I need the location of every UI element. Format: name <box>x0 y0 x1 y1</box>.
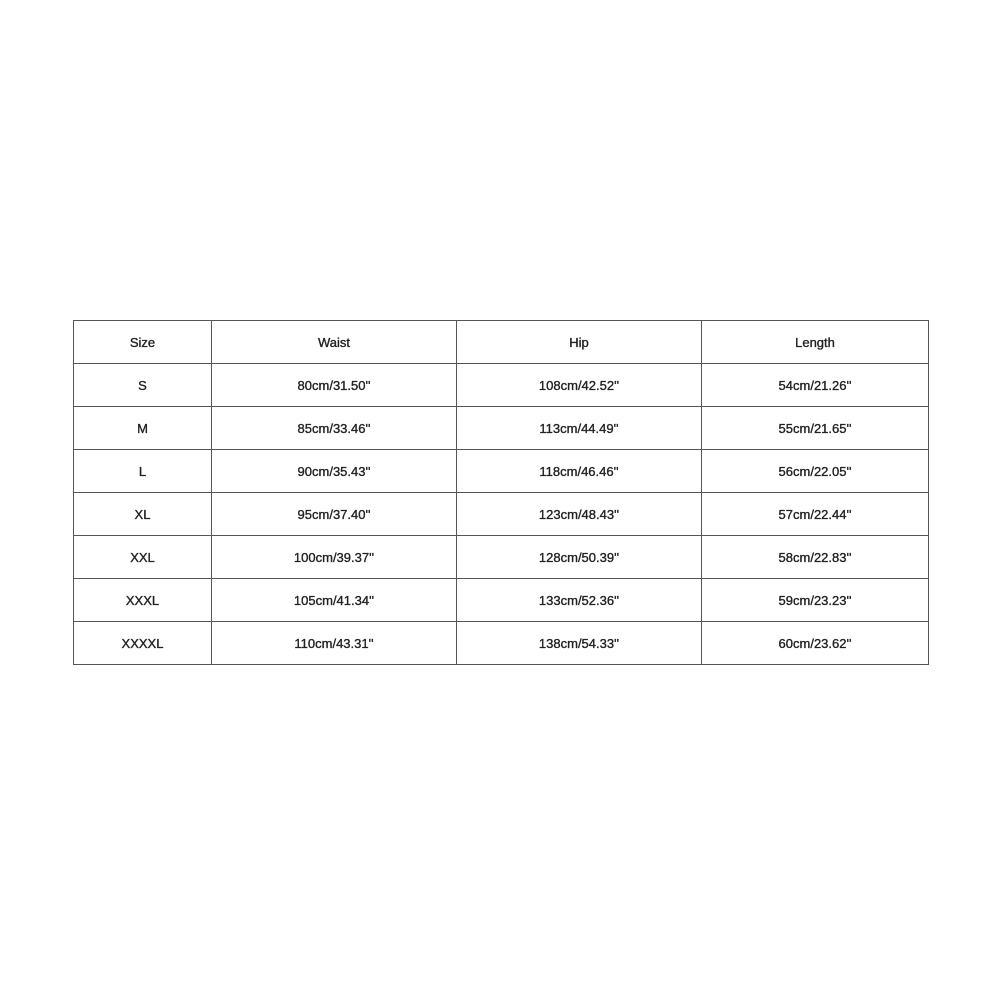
cell-waist: 110cm/43.31'' <box>212 622 457 665</box>
cell-length: 55cm/21.65'' <box>702 407 929 450</box>
table-body <box>74 364 929 665</box>
cell-hip: 133cm/52.36'' <box>457 579 702 622</box>
cell-size: XL <box>74 493 212 536</box>
header-size: Size <box>74 321 212 364</box>
cell-size: XXXXL <box>74 622 212 665</box>
cell-waist: 95cm/37.40'' <box>212 493 457 536</box>
table-row <box>74 364 929 407</box>
cell-hip: 113cm/44.49'' <box>457 407 702 450</box>
table-row <box>74 493 929 536</box>
cell-waist: 80cm/31.50'' <box>212 364 457 407</box>
cell-hip: 128cm/50.39'' <box>457 536 702 579</box>
cell-length: 57cm/22.44'' <box>702 493 929 536</box>
cell-length: 58cm/22.83'' <box>702 536 929 579</box>
cell-length: 59cm/23.23'' <box>702 579 929 622</box>
cell-hip: 108cm/42.52'' <box>457 364 702 407</box>
header-hip: Hip <box>457 321 702 364</box>
size-chart-table <box>73 320 929 665</box>
cell-waist: 85cm/33.46'' <box>212 407 457 450</box>
table-row <box>74 450 929 493</box>
cell-hip: 123cm/48.43'' <box>457 493 702 536</box>
table-header <box>74 321 929 364</box>
table-row <box>74 622 929 665</box>
cell-size: L <box>74 450 212 493</box>
cell-waist: 90cm/35.43'' <box>212 450 457 493</box>
header-waist: Waist <box>212 321 457 364</box>
cell-length: 54cm/21.26'' <box>702 364 929 407</box>
header-row <box>74 321 929 364</box>
cell-length: 56cm/22.05'' <box>702 450 929 493</box>
cell-hip: 118cm/46.46'' <box>457 450 702 493</box>
cell-size: M <box>74 407 212 450</box>
cell-size: XXL <box>74 536 212 579</box>
table-row <box>74 407 929 450</box>
cell-waist: 105cm/41.34'' <box>212 579 457 622</box>
header-length: Length <box>702 321 929 364</box>
cell-hip: 138cm/54.33'' <box>457 622 702 665</box>
cell-waist: 100cm/39.37'' <box>212 536 457 579</box>
cell-size: XXXL <box>74 579 212 622</box>
table-row <box>74 579 929 622</box>
cell-length: 60cm/23.62'' <box>702 622 929 665</box>
cell-size: S <box>74 364 212 407</box>
table-row <box>74 536 929 579</box>
